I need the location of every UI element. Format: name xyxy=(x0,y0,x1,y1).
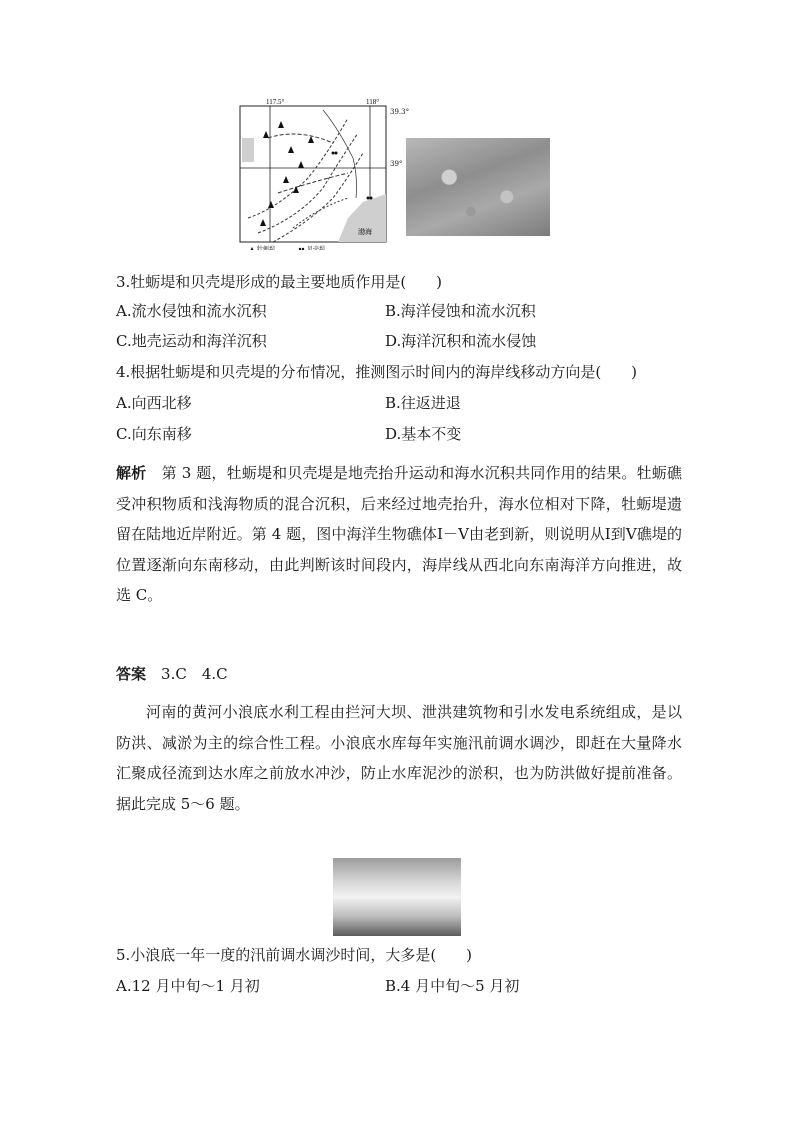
q4-option-a: A.向西北移 xyxy=(116,394,192,412)
map-lon-right: 118° xyxy=(366,98,380,106)
xiaolangdi-dam-photo xyxy=(333,858,461,936)
q5-stem: 5.小浪底一年一度的汛前调水调沙时间，大多是( ) xyxy=(116,946,473,964)
analysis-block xyxy=(116,458,682,611)
q5-option-a: A.12 月中旬～1 月初 xyxy=(116,977,260,995)
answer-line xyxy=(116,664,228,684)
legend-oyster: 牡蛎堤 xyxy=(257,246,276,250)
intro-paragraph: 河南的黄河小浪底水利工程由拦河大坝、泄洪建筑物和引水发电系统组成，是以防洪、减淤为主的综合性工程。小浪底水库每年实施汛前调水调沙，即赶在大量降水汇聚成径流到达水库之前放水冲沙，防止水库泥沙的淤积，也为防洪做好提前准备。据此完成 5～6 题。 xyxy=(116,703,682,813)
map-lat-mid: 39° xyxy=(390,160,403,168)
q3-stem: 3.牡蛎堤和贝壳堤形成的最主要地质作用是( ) xyxy=(116,273,443,291)
answer-label: 答案 xyxy=(116,665,147,683)
q3-option-b: B.海洋侵蚀和流水沉积 xyxy=(385,302,536,320)
q3-option-c: C.地壳运动和海洋沉积 xyxy=(116,332,267,350)
q4-option-b: B.往返进退 xyxy=(385,394,461,412)
q3-option-a: A.流水侵蚀和流水沉积 xyxy=(116,302,267,320)
map-sea-label: 渤海 xyxy=(358,228,372,236)
shell-bank-photo xyxy=(406,138,550,236)
q4-option-d: D.基本不变 xyxy=(385,425,462,443)
q3-option-d: D.海洋沉积和流水侵蚀 xyxy=(385,332,537,350)
legend-shell: 贝壳堤 xyxy=(307,246,326,250)
map-lat-top: 39.3° xyxy=(390,108,410,116)
q4-option-c: C.向东南移 xyxy=(116,425,192,443)
q5-option-b: B.4 月中旬～5 月初 xyxy=(385,977,520,995)
analysis-text: 第 3 题，牡蛎堤和贝壳堤是地壳抬升运动和海水沉积共同作用的结果。牡蛎礁受冲积物质和浅海物质的混合沉积，后来经过地壳抬升，海水位相对下降，牡蛎堤遗留在陆地近岸附近。第 4 题，图中海洋生物礁体Ⅰ－Ⅴ由老到新，则说明从Ⅰ到Ⅴ礁堤的位置逐渐向东南移动，由此判断该时间段内，海岸线从西北向东南海洋方向推进，故选 C。 xyxy=(116,464,682,604)
answer-text: 3.C 4.C xyxy=(161,665,228,683)
coastline-map xyxy=(238,98,410,250)
analysis-label: 解析 xyxy=(116,464,147,482)
q4-stem: 4.根据牡蛎堤和贝壳堤的分布情况，推测图示时间内的海岸线移动方向是( ) xyxy=(116,363,638,381)
map-lon-left: 117.5° xyxy=(266,98,285,106)
